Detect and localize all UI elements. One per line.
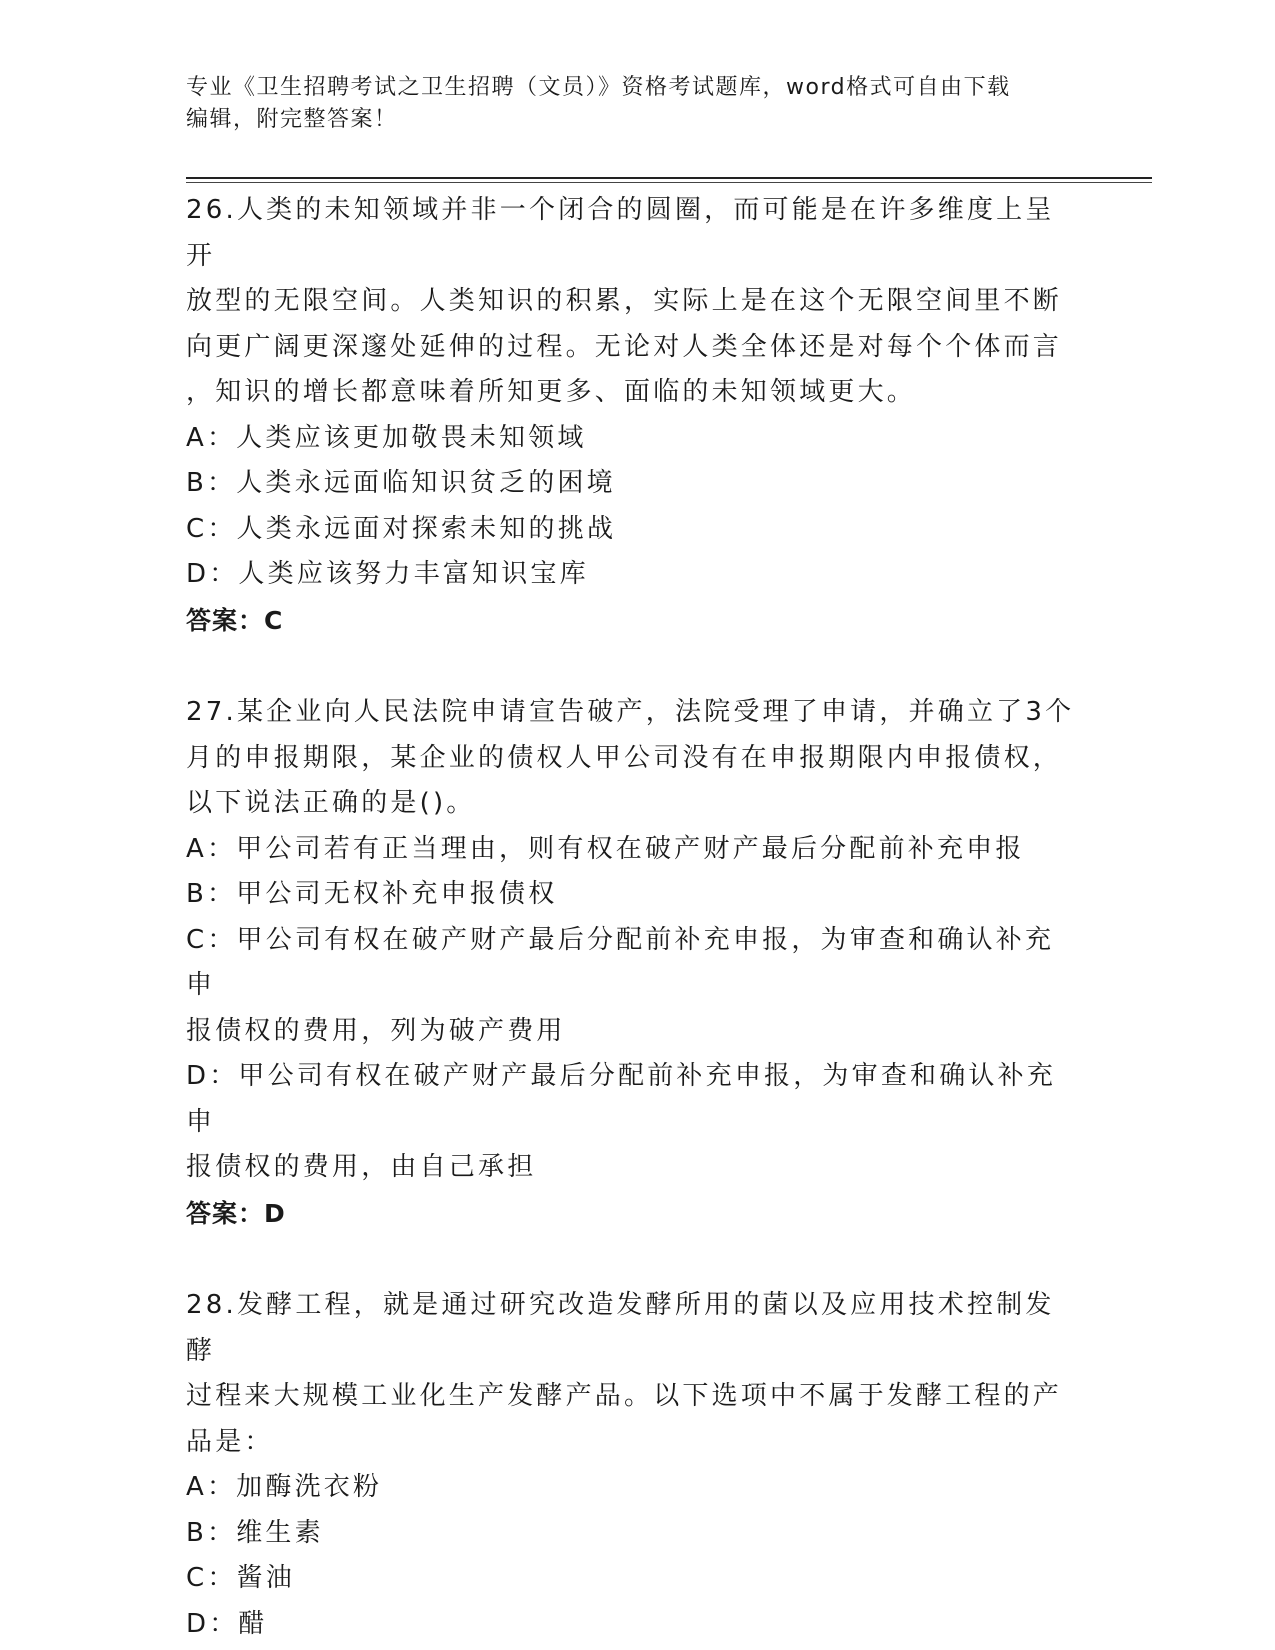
question-stem-line: 放型的无限空间。人类知识的积累，实际上是在这个无限空间里不断 (186, 286, 1063, 316)
option-c-continued: 报债权的费用，列为破产费用 (186, 1015, 566, 1046)
question-stem-line: 月的申报期限，某企业的债权人甲公司没有在申报期限内申报债权， (186, 742, 1063, 773)
question-stem-line: 向更广阔更深邃处延伸的过程。无论对人类全体还是对每个个体而言 (186, 331, 1063, 362)
option-a: A：加酶洗衣粉 (186, 1472, 383, 1502)
question-stem-line: 26.人类的未知领域并非一个闭合的圆圈，而可能是在许多维度上呈开 (186, 195, 1055, 271)
answer-line: 答案：C (186, 605, 284, 635)
question-gap (186, 643, 1076, 690)
question-stem-line: 过程来大规模工业化生产发酵产品。以下选项中不属于发酵工程的产 (186, 1381, 1063, 1411)
question-stem-line: 28.发酵工程，就是通过研究改造发酵所用的菌以及应用技术控制发酵 (186, 1290, 1055, 1366)
question-stem-line: 27.某企业向人民法院申请宣告破产，法院受理了申请，并确立了3个 (186, 697, 1075, 727)
question-26 (186, 188, 1076, 643)
question-list (186, 188, 1076, 1647)
option-a: A：甲公司若有正当理由，则有权在破产财产最后分配前补充申报 (186, 833, 1025, 864)
question-stem-line: ，知识的增长都意味着所知更多、面临的未知领域更大。 (186, 377, 917, 407)
option-b: B：甲公司无权补充申报债权 (186, 879, 558, 909)
option-d: D：醋 (186, 1608, 268, 1639)
header-line-1: 专业《卫生招聘考试之卫生招聘（文员）》资格考试题库，word格式可自由下载 (186, 75, 1011, 100)
header-line-2: 编辑，附完整答案！ (186, 107, 398, 132)
option-a: A：人类应该更加敬畏未知领域 (186, 422, 587, 453)
option-b: B：人类永远面临知识贫乏的困境 (186, 468, 616, 498)
answer-line: 答案：D (186, 1198, 286, 1228)
option-c: C：酱油 (186, 1563, 295, 1593)
question-stem-line: 以下说法正确的是()。 (186, 788, 476, 818)
option-b: B：维生素 (186, 1517, 324, 1548)
option-d: D：人类应该努力丰富知识宝库 (186, 559, 589, 589)
header-divider-thin (186, 182, 1152, 183)
question-27 (186, 690, 1076, 1236)
option-c: C：人类永远面对探索未知的挑战 (186, 513, 617, 544)
question-stem-line: 品是： (186, 1426, 274, 1457)
option-d-continued: 报债权的费用，由自己承担 (186, 1152, 537, 1182)
option-c: C：甲公司有权在破产财产最后分配前补充申报，为审查和确认补充申 (186, 924, 1055, 1000)
document-header (186, 72, 1066, 136)
header-divider-thick (186, 177, 1152, 179)
question-gap (186, 1236, 1076, 1283)
question-28 (186, 1283, 1076, 1647)
option-d: D：甲公司有权在破产财产最后分配前补充申报，为审查和确认补充申 (186, 1061, 1057, 1137)
